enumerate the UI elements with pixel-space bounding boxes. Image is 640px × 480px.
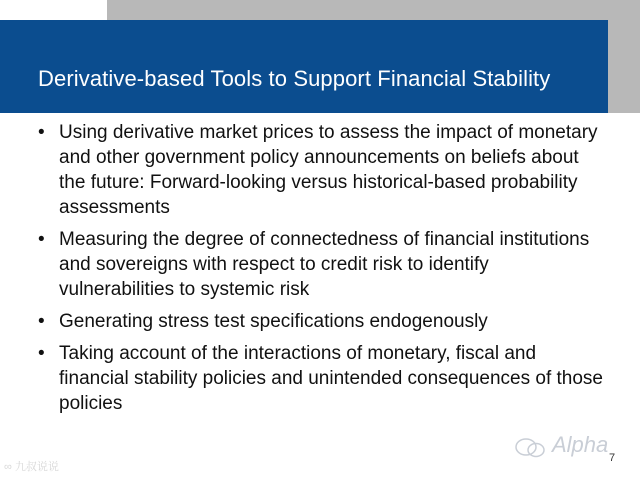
bullet-text: Taking account of the interactions of monetary, fiscal and financial stability policies and unintended consequences of those policies [59,343,603,414]
page-number: 7 [609,452,616,464]
wechat-watermark-icon [514,437,550,459]
slide-title: Derivative-based Tools to Support Financial Stability [38,66,551,91]
bullet-marker: • [38,343,45,364]
bullet-text: Generating stress test specifications endogenously [59,311,488,332]
bullet-text: Measuring the degree of connectedness of financial institutions and sovereigns with respect to credit risk to identify vulnerabilities to systemic risk [59,229,590,300]
bullet-marker: • [38,229,45,250]
source-watermark: ∞ 九叔说说 [4,461,59,473]
bullet-item [38,341,608,416]
right-gray-band [608,20,640,113]
bullet-item [38,309,608,334]
alpha-watermark: Alpha [552,432,609,457]
bullet-item [38,120,608,220]
bullet-text: Using derivative market prices to assess the impact of monetary and other government policy announcements on beliefs about the future: Forward-looking versus historical-based probability assessments [59,122,598,218]
bullet-marker: • [38,311,45,332]
bullet-list [38,120,608,423]
bullet-marker: • [38,122,45,143]
bullet-item [38,227,608,302]
top-gray-band [107,0,640,20]
